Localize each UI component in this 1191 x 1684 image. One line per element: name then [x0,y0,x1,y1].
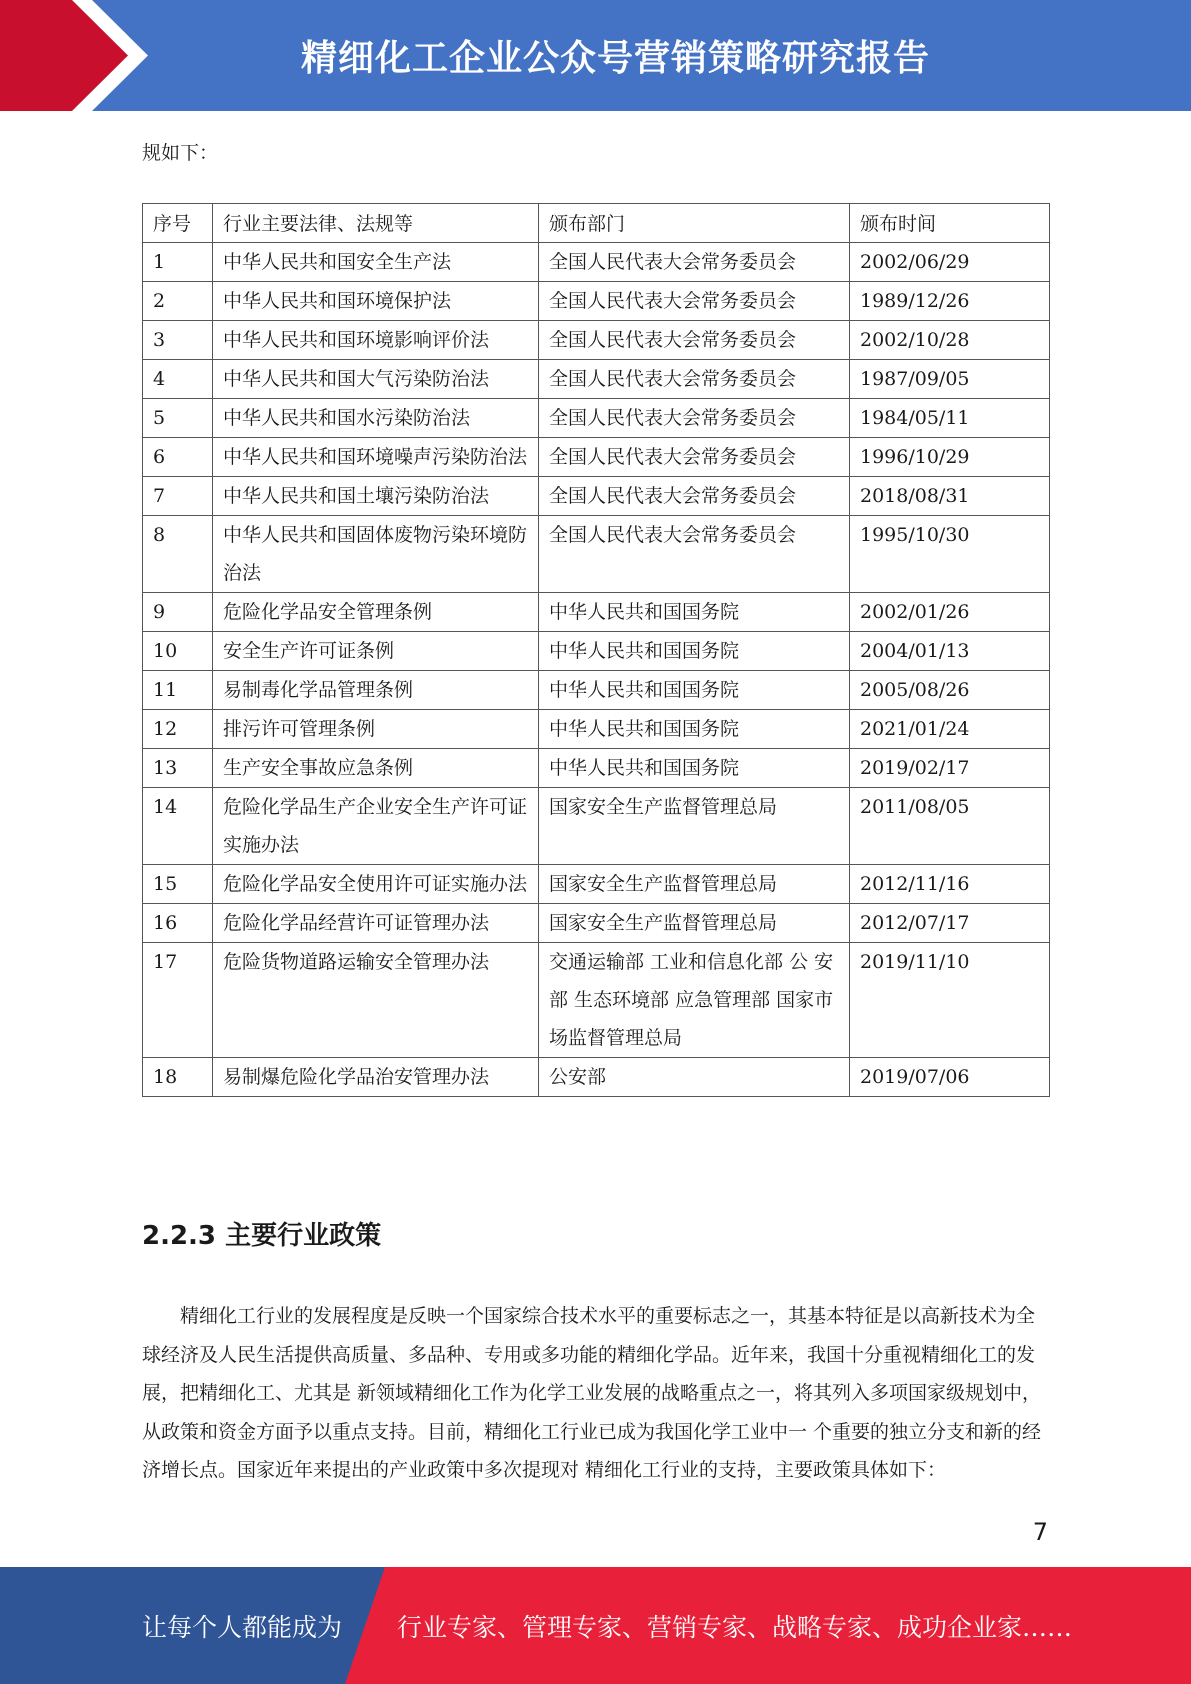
issuing-department: 国家安全生产监督管理总局 [539,865,850,904]
law-name: 易制毒化学品管理条例 [213,671,539,710]
issuing-department: 全国人民代表大会常务委员会 [539,282,850,321]
law-name: 中华人民共和国环境影响评价法 [213,321,539,360]
law-name: 中华人民共和国水污染防治法 [213,399,539,438]
issuing-department: 全国人民代表大会常务委员会 [539,516,850,593]
row-number: 1 [143,243,213,282]
row-number: 5 [143,399,213,438]
table-row [143,438,1050,477]
issuing-department: 中华人民共和国国务院 [539,749,850,788]
issuing-department: 全国人民代表大会常务委员会 [539,399,850,438]
law-name: 安全生产许可证条例 [213,632,539,671]
issue-date: 1989/12/26 [850,282,1050,321]
row-number: 6 [143,438,213,477]
issuing-department: 国家安全生产监督管理总局 [539,788,850,865]
issue-date: 2012/07/17 [850,904,1050,943]
table-row [143,749,1050,788]
page-number: 7 [1032,1518,1048,1546]
table-row [143,1058,1050,1097]
policy-paragraph: 精细化工行业的发展程度是反映一个国家综合技术水平的重要标志之一，其基本特征是以高新技术为全球经济及人民生活提供高质量、多品种、专用或多功能的精细化学品。近年来，我国十分重视精细化工的发展，把精细化工、尤其是 新领域精细化工作为化学工业发展的战略重点之一，将其列入多项国家级规划中， 从政策和资金方面予以重点支持。目前，精细化工行业已成为我国化学工业中一 个重要的独立分支和新的经济增长点。国家近年来提出的产业政策中多次提现对 精细化工行业的支持，主要政策具体如下： [142,1305,1042,1481]
row-number: 4 [143,360,213,399]
table-row [143,865,1050,904]
issue-date: 1987/09/05 [850,360,1050,399]
law-name: 中华人民共和国大气污染防治法 [213,360,539,399]
law-name: 中华人民共和国环境保护法 [213,282,539,321]
issuing-department: 中华人民共和国国务院 [539,593,850,632]
law-name: 中华人民共和国环境噪声污染防治法 [213,438,539,477]
law-name: 排污许可管理条例 [213,710,539,749]
table-row [143,632,1050,671]
table-header-row [143,204,1050,243]
law-name: 危险化学品生产企业安全生产许可证实施办法 [213,788,539,865]
row-number: 14 [143,788,213,865]
row-number: 7 [143,477,213,516]
column-header-date: 颁布时间 [850,204,1050,243]
column-header-dept: 颁布部门 [539,204,850,243]
table-row [143,243,1050,282]
issue-date: 2002/06/29 [850,243,1050,282]
table-row [143,516,1050,593]
table-row [143,788,1050,865]
law-name: 生产安全事故应急条例 [213,749,539,788]
law-name: 危险化学品安全使用许可证实施办法 [213,865,539,904]
table-row [143,904,1050,943]
issuing-department: 全国人民代表大会常务委员会 [539,360,850,399]
row-number: 13 [143,749,213,788]
section-heading: 2.2.3 主要行业政策 [142,1221,382,1251]
issue-date: 2012/11/16 [850,865,1050,904]
issue-date: 2021/01/24 [850,710,1050,749]
issue-date: 1984/05/11 [850,399,1050,438]
issuing-department: 公安部 [539,1058,850,1097]
column-header-no: 序号 [143,204,213,243]
page-header [0,0,1191,111]
row-number: 15 [143,865,213,904]
issue-date: 2002/10/28 [850,321,1050,360]
table-row [143,710,1050,749]
row-number: 2 [143,282,213,321]
issue-date: 2019/11/10 [850,943,1050,1058]
row-number: 17 [143,943,213,1058]
row-number: 11 [143,671,213,710]
row-number: 3 [143,321,213,360]
issue-date: 2018/08/31 [850,477,1050,516]
issuing-department: 全国人民代表大会常务委员会 [539,438,850,477]
table-row [143,321,1050,360]
table-row [143,360,1050,399]
table-row [143,671,1050,710]
page-footer [0,1567,1191,1684]
issue-date: 2002/01/26 [850,593,1050,632]
issuing-department: 中华人民共和国国务院 [539,710,850,749]
report-title: 精细化工企业公众号营销策略研究报告 [300,38,930,79]
issuing-department: 中华人民共和国国务院 [539,632,850,671]
law-name: 危险货物道路运输安全管理办法 [213,943,539,1058]
table-row [143,943,1050,1058]
row-number: 18 [143,1058,213,1097]
issuing-department: 全国人民代表大会常务委员会 [539,477,850,516]
issue-date: 2019/07/06 [850,1058,1050,1097]
issuing-department: 中华人民共和国国务院 [539,671,850,710]
row-number: 9 [143,593,213,632]
issue-date: 2011/08/05 [850,788,1050,865]
table-body [143,243,1050,1097]
issue-date: 1995/10/30 [850,516,1050,593]
law-name: 危险化学品经营许可证管理办法 [213,904,539,943]
table-row [143,477,1050,516]
law-name: 中华人民共和国固体废物污染环境防治法 [213,516,539,593]
issue-date: 2019/02/17 [850,749,1050,788]
chevron-arrow-icon [0,0,160,111]
issue-date: 2005/08/26 [850,671,1050,710]
law-name: 危险化学品安全管理条例 [213,593,539,632]
intro-text: 规如下： [142,142,219,164]
footer-slogan-left: 让每个人都能成为 [142,1612,343,1642]
row-number: 10 [143,632,213,671]
issuing-department: 交通运输部 工业和信息化部 公 安部 生态环境部 应急管理部 国家市场监督管理总局 [539,943,850,1058]
issue-date: 1996/10/29 [850,438,1050,477]
column-header-law: 行业主要法律、法规等 [213,204,539,243]
issue-date: 2004/01/13 [850,632,1050,671]
table-row [143,282,1050,321]
table-row [143,399,1050,438]
issuing-department: 全国人民代表大会常务委员会 [539,243,850,282]
footer-slogan-right: 行业专家、管理专家、营销专家、战略专家、成功企业家…… [397,1612,1073,1642]
law-name: 易制爆危险化学品治安管理办法 [213,1058,539,1097]
law-name: 中华人民共和国土壤污染防治法 [213,477,539,516]
law-name: 中华人民共和国安全生产法 [213,243,539,282]
issuing-department: 全国人民代表大会常务委员会 [539,321,850,360]
row-number: 8 [143,516,213,593]
table-row [143,593,1050,632]
issuing-department: 国家安全生产监督管理总局 [539,904,850,943]
row-number: 16 [143,904,213,943]
laws-table [142,203,1050,1097]
row-number: 12 [143,710,213,749]
